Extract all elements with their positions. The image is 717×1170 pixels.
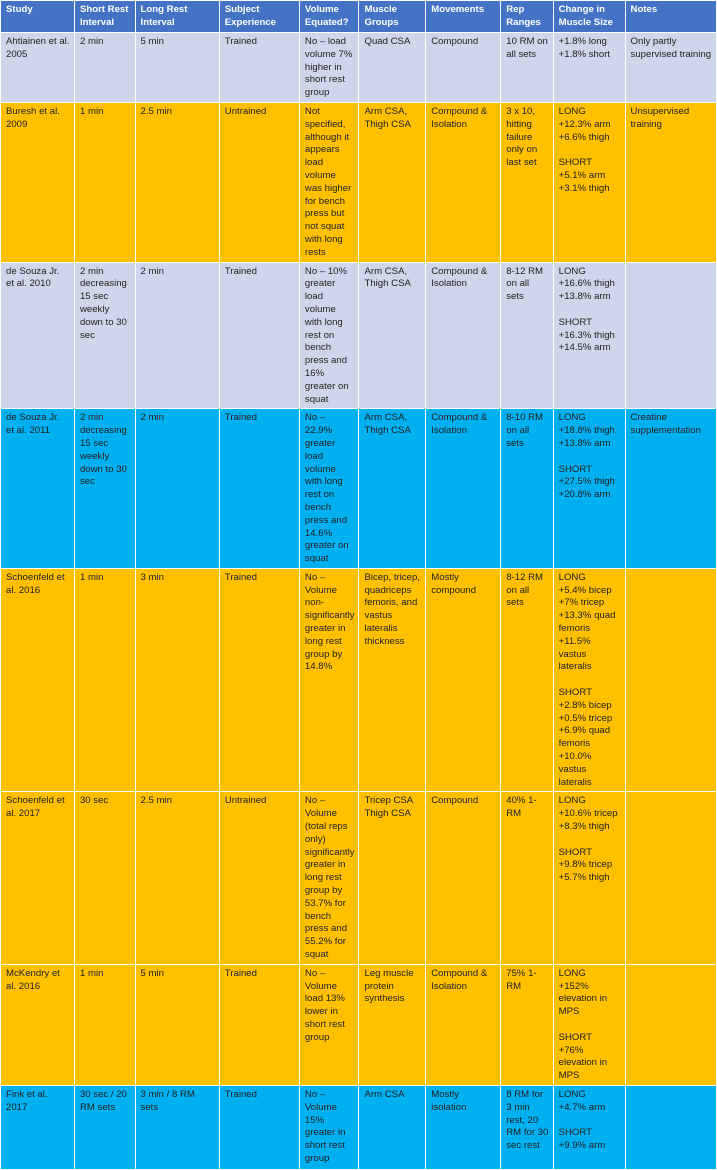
table-cell: +1.8% long +1.8% short <box>553 33 625 103</box>
table-cell: LONG +4.7% arm SHORT +9.9% arm <box>553 1085 625 1169</box>
table-row <box>1 568 717 792</box>
header-subject-experience: Subject Experience <box>219 1 299 33</box>
table-cell: No – load volume 7% higher in short rest group <box>299 33 359 103</box>
table-cell: No – 10% greater load volume with long rest on bench press and 16% greater on squat <box>299 262 359 409</box>
table-cell: LONG +12.3% arm +6.6% thigh SHORT +5.1% arm +3.1% thigh <box>553 103 625 263</box>
table-cell: Ahtiainen et al. 2005 <box>1 33 75 103</box>
table-cell: Compound & Isolation <box>426 964 501 1085</box>
table-cell: 8-12 RM on all sets <box>501 262 553 409</box>
table-row <box>1 792 717 964</box>
table-cell: 3 min / 8 RM sets <box>135 1085 219 1169</box>
table-cell: Compound & Isolation <box>426 103 501 263</box>
table-cell: Leg muscle protein synthesis <box>359 964 426 1085</box>
table-cell <box>625 964 716 1085</box>
table-cell: Untrained <box>219 103 299 263</box>
table-cell: 8-10 RM on all sets <box>501 409 553 569</box>
table-cell: 2 min <box>135 409 219 569</box>
table-cell: Trained <box>219 568 299 792</box>
table-cell: Trained <box>219 1085 299 1169</box>
header-muscle-groups: Muscle Groups <box>359 1 426 33</box>
table-cell: Unsupervised training <box>625 103 716 263</box>
table-cell: Untrained <box>219 792 299 964</box>
table-cell <box>625 262 716 409</box>
table-cell: Arm CSA, Thigh CSA <box>359 103 426 263</box>
table-cell: LONG +18.8% thigh +13.8% arm SHORT +27.5% thigh +20.8% arm <box>553 409 625 569</box>
table-cell: 3 x 10, hitting failure only on last set <box>501 103 553 263</box>
table-cell: 2 min decreasing 15 sec weekly down to 30 sec <box>74 262 135 409</box>
table-cell: LONG +10.6% tricep +8.3% thigh SHORT +9.8% tricep +5.7% thigh <box>553 792 625 964</box>
table-cell: Buresh et al. 2009 <box>1 103 75 263</box>
table-cell: No – Volume load 13% lower in short rest group <box>299 964 359 1085</box>
table-cell: Trained <box>219 409 299 569</box>
table-cell: Schoenfeld et al. 2017 <box>1 792 75 964</box>
table-cell: 1 min <box>74 568 135 792</box>
table-cell: Trained <box>219 964 299 1085</box>
header-long-rest: Long Rest Interval <box>135 1 219 33</box>
table-cell: 1 min <box>74 964 135 1085</box>
table-cell: 2 min <box>135 262 219 409</box>
table-cell: Arm CSA <box>359 1085 426 1169</box>
table-cell: 3 min <box>135 568 219 792</box>
table-cell: 10 RM on all sets <box>501 33 553 103</box>
header-volume-equated: Volume Equated? <box>299 1 359 33</box>
header-study: Study <box>1 1 75 33</box>
table-cell: Trained <box>219 262 299 409</box>
table-cell: Arm CSA, Thigh CSA <box>359 409 426 569</box>
table-cell: 30 sec <box>74 792 135 964</box>
table-cell: 2 min <box>74 33 135 103</box>
table-cell: No – Volume (total reps only) significantly greater in long rest group by 53.7% for bench press and 55.2% for squat <box>299 792 359 964</box>
table-cell: No – 22.9% greater load volume with long rest on bench press and 14.6% greater on squat <box>299 409 359 569</box>
table-cell: Creatine supplementation <box>625 409 716 569</box>
table-cell <box>625 1085 716 1169</box>
header-short-rest: Short Rest Interval <box>74 1 135 33</box>
table-cell: 75% 1-RM <box>501 964 553 1085</box>
table-cell: 1 min <box>74 103 135 263</box>
header-row <box>1 1 717 33</box>
table-cell: No – Volume non-significantly greater in long rest group by 14.8% <box>299 568 359 792</box>
table-cell <box>625 568 716 792</box>
table-cell: Trained <box>219 33 299 103</box>
table-cell: Tricep CSA Thigh CSA <box>359 792 426 964</box>
table-cell: No – Volume 15% greater in short rest group <box>299 1085 359 1169</box>
table-cell: Not specified, although it appears load volume was higher for bench press but not squat with long rests <box>299 103 359 263</box>
table-cell: Compound & Isolation <box>426 262 501 409</box>
table-cell: McKendry et al. 2016 <box>1 964 75 1085</box>
table-row <box>1 103 717 263</box>
table-cell: Compound <box>426 33 501 103</box>
table-cell: Compound <box>426 792 501 964</box>
table-cell: 8-12 RM on all sets <box>501 568 553 792</box>
table-row <box>1 1085 717 1169</box>
table-row <box>1 262 717 409</box>
table-cell <box>625 792 716 964</box>
table-cell: 5 min <box>135 964 219 1085</box>
header-change-muscle-size: Change in Muscle Size <box>553 1 625 33</box>
table-cell: 2 min decreasing 15 sec weekly down to 30 sec <box>74 409 135 569</box>
table-cell: 30 sec / 20 RM sets <box>74 1085 135 1169</box>
table-cell: Quad CSA <box>359 33 426 103</box>
table-cell: Schoenfeld et al. 2016 <box>1 568 75 792</box>
table-cell: 5 min <box>135 33 219 103</box>
table-cell: Compound & Isolation <box>426 409 501 569</box>
table-cell: LONG +5.4% bicep +7% tricep +13.3% quad femoris +11.5% vastus lateralis SHORT +2.8% bicep +0.5% tricep +6.9% quad femoris +10.0% vastus lateralis <box>553 568 625 792</box>
table-cell: Arm CSA, Thigh CSA <box>359 262 426 409</box>
table-row <box>1 409 717 569</box>
header-rep-ranges: Rep Ranges <box>501 1 553 33</box>
table-row <box>1 964 717 1085</box>
table-cell: 8 RM for 3 min rest, 20 RM for 30 sec rest <box>501 1085 553 1169</box>
table-cell: de Souza Jr. et al. 2011 <box>1 409 75 569</box>
table-cell: LONG +152% elevation in MPS SHORT +76% elevation in MPS <box>553 964 625 1085</box>
table-cell: 2.5 min <box>135 103 219 263</box>
table-cell: 2.5 min <box>135 792 219 964</box>
header-movements: Movements <box>426 1 501 33</box>
table-cell: de Souza Jr. et al. 2010 <box>1 262 75 409</box>
table-cell: LONG +16.6% thigh +13.8% arm SHORT +16.3% thigh +14.5% arm <box>553 262 625 409</box>
table-cell: Bicep, tricep, quadriceps femoris, and vastus lateralis thickness <box>359 568 426 792</box>
table-cell: Only partly supervised training <box>625 33 716 103</box>
header-notes: Notes <box>625 1 716 33</box>
table-row <box>1 33 717 103</box>
table-cell: 40% 1-RM <box>501 792 553 964</box>
table-cell: Mostly isolation <box>426 1085 501 1169</box>
table-cell: Mostly compound <box>426 568 501 792</box>
table-cell: Fink et al. 2017 <box>1 1085 75 1169</box>
